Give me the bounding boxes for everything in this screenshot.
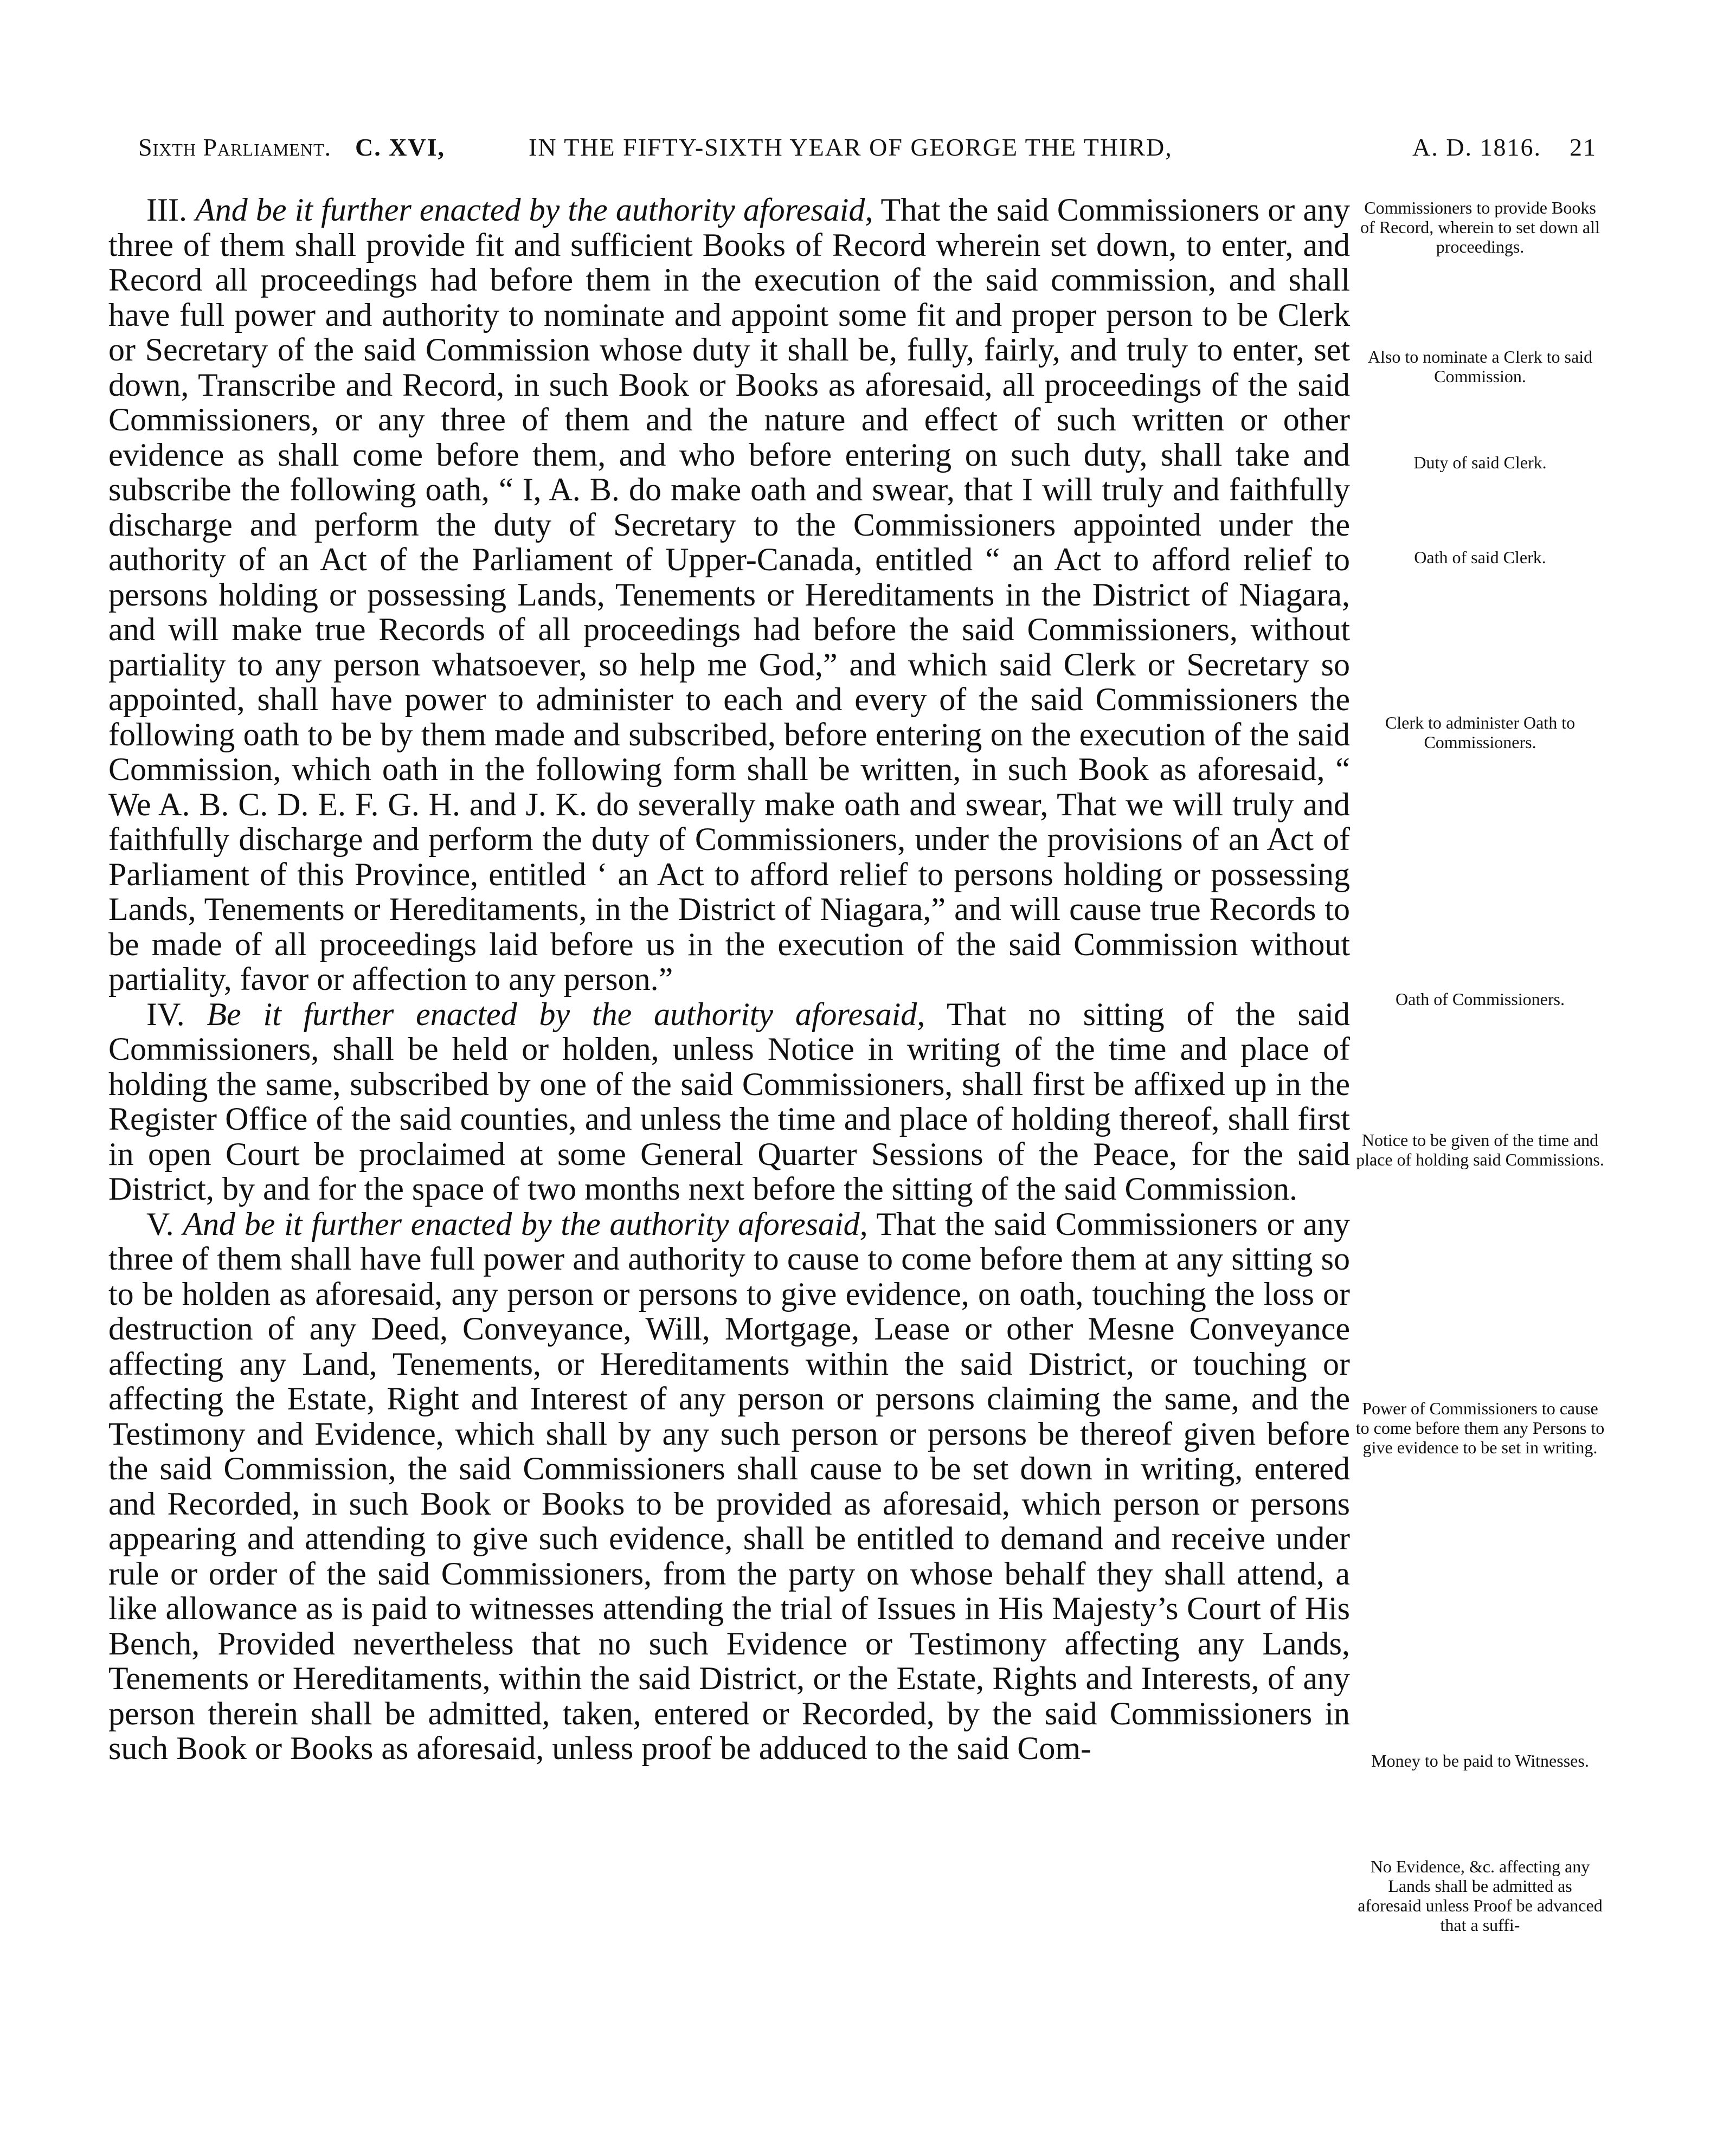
margin-note-money-to-witnesses: Money to be paid to Witnesses. (1371, 1751, 1589, 1770)
header-chapter: C. XVI, (355, 133, 446, 161)
section-4 (108, 997, 1350, 1207)
margin-note-duty-of-clerk: Duty of said Clerk. (1413, 453, 1547, 472)
section-3 (108, 192, 1350, 997)
section-text: That no sitting of the said Commissioners, shall be held or holden, unless Notice in writing of the time and place of holding the same, subscribed by one of the said Commissioners, shall first be affixed up in the Register Office of the said counties, and unless the time and place of holding thereof, shall first in open Court be proclaimed at some General Quarter Sessions of the Peace, for the said District, by and for the space of two months next before the sitting of the said Commission. (108, 996, 1351, 1207)
header-parliament: Sixth Parliament. (138, 133, 332, 161)
section-number: III. (146, 192, 187, 228)
enacting-clause: Be it further enacted by the authority aforesaid, (207, 996, 925, 1032)
statute-body (108, 192, 1350, 1766)
margin-note-notice: Notice to be given of the time and place of holding said Commissions. (1356, 1130, 1604, 1169)
header-year: A. D. 1816. (1412, 133, 1541, 161)
margin-note-nominate-clerk: Also to nominate a Clerk to said Commission. (1367, 347, 1593, 386)
section-text: That the said Commissioners or any three of them shall have full power and authority to cause to come before them at any sitting so to be holden as aforesaid, any person or persons to give evidence, on oath, touching the loss or destruction of any Deed, Conveyance, Will, Mortgage, Lease or other Mesne Conveyance affecting any Land, Tenements, or Hereditaments within the said District, or touching or affecting the Estate, Right and Interest of any person or persons claiming the same, and the Testimony and Evidence, which shall by any such person or persons be thereof given before the said Commission, the said Commissioners shall cause to be set down in writing, entered and Recorded, in such Book or Books to be provided as aforesaid, which person or persons appearing and attending to give such evidence, shall be entitled to demand and receive under rule or order of the said Commissioners, from the party on whose behalf they shall attend, a like allowance as is paid to witnesses attending the trial of Issues in His Majesty’s Court of His Bench, Provided nevertheless that no such Evidence or Testimony affecting any Lands, Tenements or Hereditaments, within the said District, or the Estate, Rights and Interests, of any person therein shall be admitted, taken, entered or Recorded, by the said Commissioners in such Book or Books as aforesaid, unless proof be adduced to the said Com- (108, 1206, 1351, 1766)
margin-note-power-of-commissioners: Power of Commissioners to cause to come before them any Persons to give evidence to be set in writing. (1355, 1399, 1605, 1457)
enacting-clause: And be it further enacted by the authority aforesaid, (195, 192, 873, 228)
margin-note-books-of-record: Commissioners to provide Books of Record, wherein to set down all proceedings. (1360, 198, 1600, 256)
margin-note-oath-of-commissioners: Oath of Commissioners. (1396, 989, 1565, 1009)
page-number: 21 (1570, 133, 1597, 161)
section-5 (108, 1207, 1350, 1766)
margin-note-oath-of-clerk: Oath of said Clerk. (1414, 548, 1546, 567)
margin-note-clerk-administer-oath: Clerk to administer Oath to Commissioners. (1385, 713, 1576, 752)
header-title: IN THE FIFTY-SIXTH YEAR OF GEORGE THE THIRD, (529, 133, 1173, 161)
section-number: V. (146, 1206, 174, 1242)
margin-note-no-evidence: No Evidence, &c. affecting any Lands shall be admitted as aforesaid unless Proof be advanced that a suffi- (1358, 1857, 1603, 1935)
enacting-clause: And be it further enacted by the authority aforesaid, (183, 1206, 868, 1242)
section-number: IV. (146, 996, 185, 1032)
running-header (138, 127, 1597, 176)
section-text: That the said Commissioners or any three of them shall provide fit and sufficient Books of Record wherein set down, to enter, and Record all proceedings had before them in the execution of the said commission, and shall have full power and authority to nominate and appoint some fit and proper person to be Clerk or Secretary of the said Commission whose duty it shall be, fully, fairly, and truly to enter, set down, Transcribe and Record, in such Book or Books as aforesaid, all proceedings of the said Commissioners, or any three of them and the nature and effect of such written or other evidence as shall come before them, and who before entering on such duty, shall take and subscribe the following oath, “ I, A. B. do make oath and swear, that I will truly and faithfully discharge and perform the duty of Secretary to the Commissioners appointed under the authority of an Act of the Parliament of Upper-Canada, entitled “ an Act to afford relief to persons holding or possessing Lands, Tenements or Hereditaments in the District of Niagara, and will make true Records of all proceedings had before the said Commissioners, without partiality to any person whatsoever, so help me God,” and which said Clerk or Secretary so appointed, shall have power to administer to each and every of the said Commissioners the following oath to be by them made and subscribed, before entering on the execution of the said Commission, which oath in the following form shall be written, in such Book as aforesaid, “ We A. B. C. D. E. F. G. H. and J. K. do severally make oath and swear, That we will truly and faithfully discharge and perform the duty of Commissioners, under the provisions of an Act of Parliament of this Province, entitled ‘ an Act to afford relief to persons holding or possessing Lands, Tenements or Hereditaments, in the District of Niagara,” and will cause true Records to be made of all proceedings laid before us in the execution of the said Commission without partiality, favor or affection to any person.” (108, 192, 1351, 997)
